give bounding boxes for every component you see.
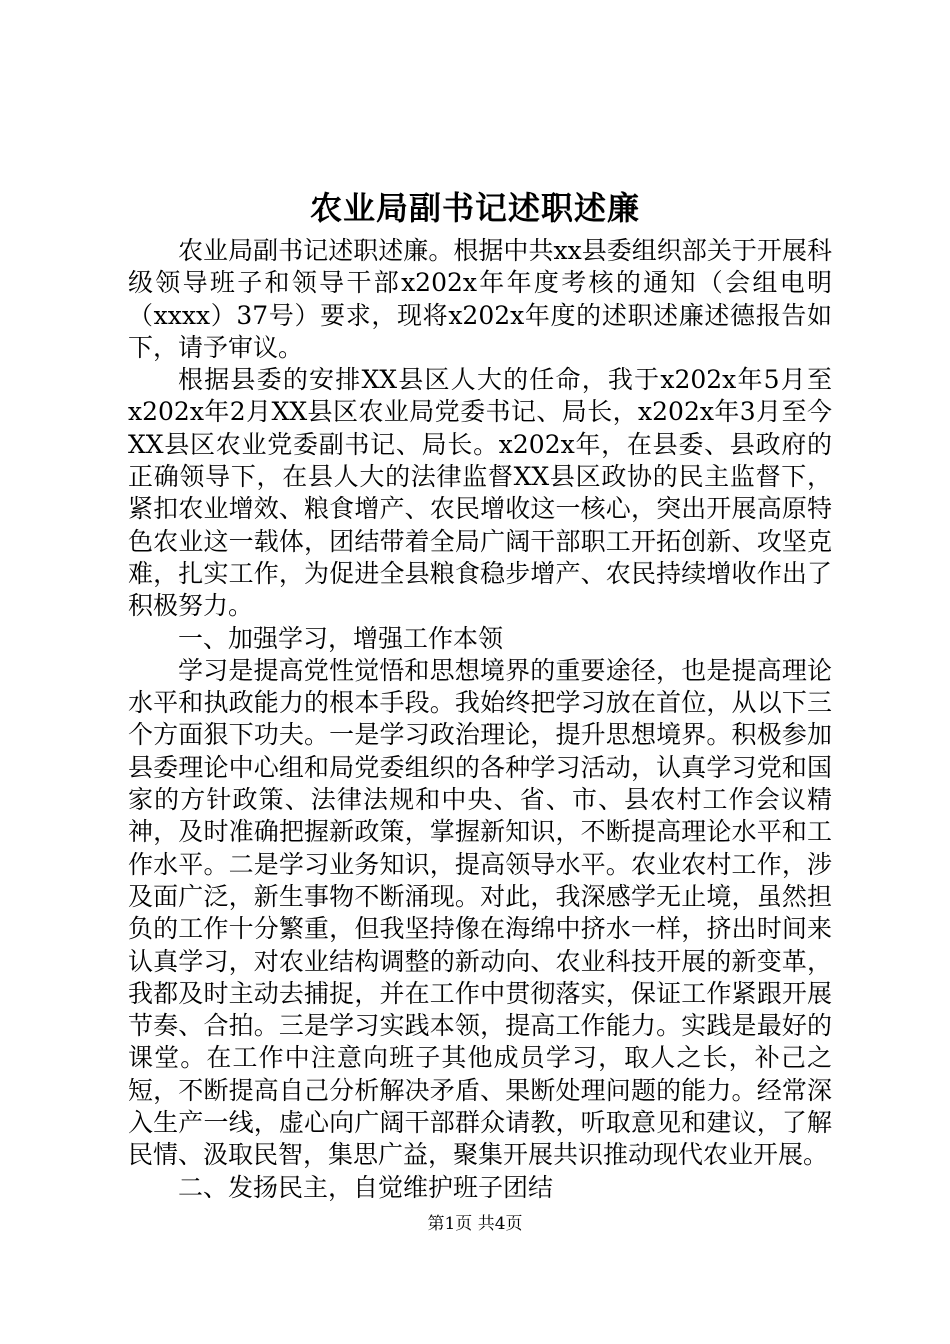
section-heading-democracy: 二、发扬民主，自觉维护班子团结 — [178, 1172, 554, 1202]
paragraph-study: 学习是提高党性觉悟和思想境界的重要途径，也是提高理论水平和执政能力的根本手段。我始终把学习放在首位，从以下三个方面狠下功夫。一是学习政治理论，提升思想境界。积极参加县委理论中心组和局党委组织的各种学习活动，认真学习党和国家的方针政策、法律法规和中央、省、市、县农村工作会议精神，及时准确把握新政策，掌握新知识，不断提高理论水平和工作水平。二是学习业务知识，提高领导水平。农业农村工作，涉及面广泛，新生事物不断涌现。对此，我深感学无止境，虽然担负的工作十分繁重，但我坚持像在海绵中挤水一样，挤出时间来认真学习，对农业结构调整的新动向、农业科技开展的新变革，我都及时主动去捕捉，并在工作中贯彻落实，保证工作紧跟开展节奏、合拍。三是学习实践本领，提高工作能力。实践是最好的课堂。在工作中注意向班子其他成员学习，取人之长，补己之短，不断提高自己分析解决矛盾、果断处理问题的能力。经常深入生产一线，虚心向广阔干部群众请教，听取意见和建议，了解民情、汲取民智，集思广益，聚集开展共识推动现代农业开展。 — [128, 655, 832, 1170]
section-heading-study: 一、加强学习，增强工作本领 — [178, 623, 504, 653]
paragraph-appointment: 根据县委的安排XX县区人大的任命，我于x202x年5月至x202x年2月XX县区农业局党委书记、局长，x202x年3月至今XX县区农业党委副书记、局长。x202x年，在县委、县政府的正确领导下，在县人大的法律监督XX县区政协的民主监督下，紧扣农业增效、粮食增产、农民增收这一核心，突出开展高原特色农业这一载体，团结带着全局广阔干部职工开拓创新、攻坚克难，扎实工作，为促进全县粮食稳步增产、农民持续增收作出了积极努力。 — [128, 365, 832, 621]
document-title: 农业局副书记述职述廉 — [309, 189, 640, 227]
document-body — [128, 235, 832, 1204]
page-number: 第1页 共4页 — [427, 1214, 523, 1234]
paragraph-intro: 农业局副书记述职述廉。根据中共xx县委组织部关于开展科级领导班子和领导干部x202x年年度考核的通知（会组电明（xxxx）37号）要求，现将x202x年度的述职述廉述德报告如下，请予审议。 — [128, 236, 832, 362]
